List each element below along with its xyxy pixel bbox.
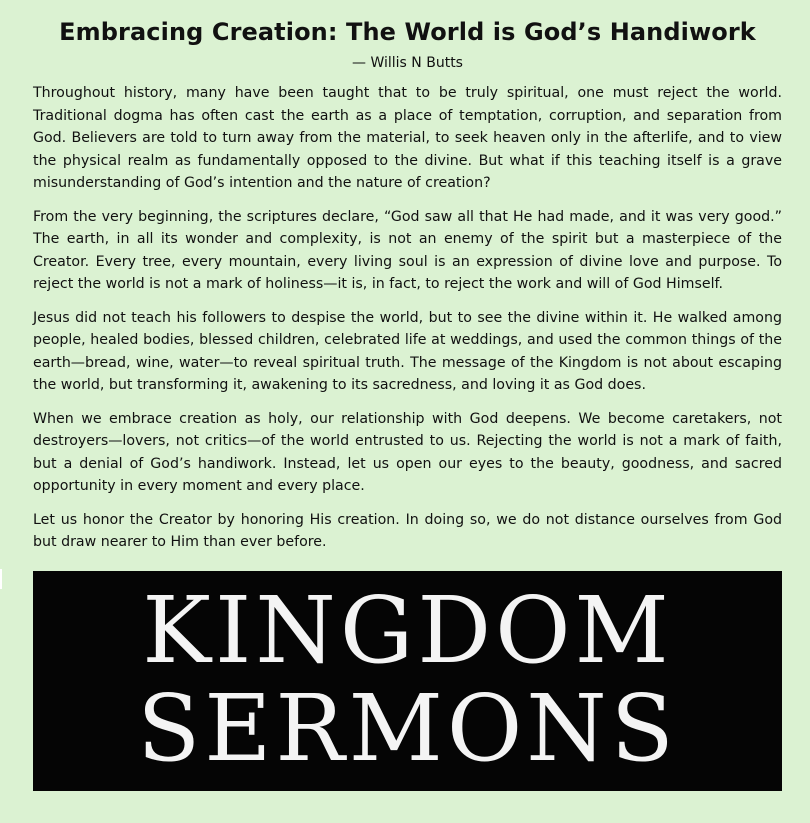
paragraph-3: Jesus did not teach his followers to despise the world, but to see the divine within it. He walked among people, healed bodies, blessed children, celebrated life at weddings, and used the common things of the earth—bread, wine, water—to reveal spiritual truth. The message of the Kingdom is not about escaping the world, but transforming it, awakening to its sacredness, and loving it as God does. bbox=[33, 309, 782, 393]
paragraph-5: Let us honor the Creator by honoring His creation. In doing so, we do not distance ourselves from God but draw nearer to Him than ever before. bbox=[33, 511, 782, 550]
banner-line-1: KINGDOM bbox=[142, 577, 673, 684]
paragraph-4: When we embrace creation as holy, our relationship with God deepens. We become caretakers, not destroyers—lovers, not critics—of the world entrusted to us. Rejecting the world is not a mark of faith, but a denial of God’s handiwork. Instead, let us open our eyes to the beauty, goodness, and sacred opportunity in every moment and every place. bbox=[33, 410, 782, 494]
article bbox=[33, 14, 782, 565]
article-title: Embracing Creation: The World is God’s Handiwork bbox=[59, 18, 756, 46]
kingdom-sermons-banner bbox=[33, 571, 782, 791]
article-body bbox=[33, 82, 782, 554]
paragraph-2: From the very beginning, the scriptures declare, “God saw all that He had made, and it was very good.” The earth, in all its wonder and complexity, is not an enemy of the spirit but a masterpiece of the Creator. Every tree, every mountain, every living soul is an expression of divine love and purpose. To reject the world is not a mark of holiness—it is, in fact, to reject the work and will of God Himself. bbox=[33, 208, 782, 292]
page-edge-marker bbox=[0, 569, 2, 589]
paragraph-1: Throughout history, many have been taught that to be truly spiritual, one must reject the world. Traditional dogma has often cast the earth as a place of temptation, corruption, and separation from God. Believers are told to turn away from the material, to seek heaven only in the afterlife, and to view the physical realm as fundamentally opposed to the divine. But what if this teaching itself is a grave misunderstanding of God’s intention and the nature of creation? bbox=[33, 85, 782, 191]
banner-line-2: SERMONS bbox=[137, 675, 678, 782]
article-author: — Willis N Butts bbox=[352, 55, 463, 71]
